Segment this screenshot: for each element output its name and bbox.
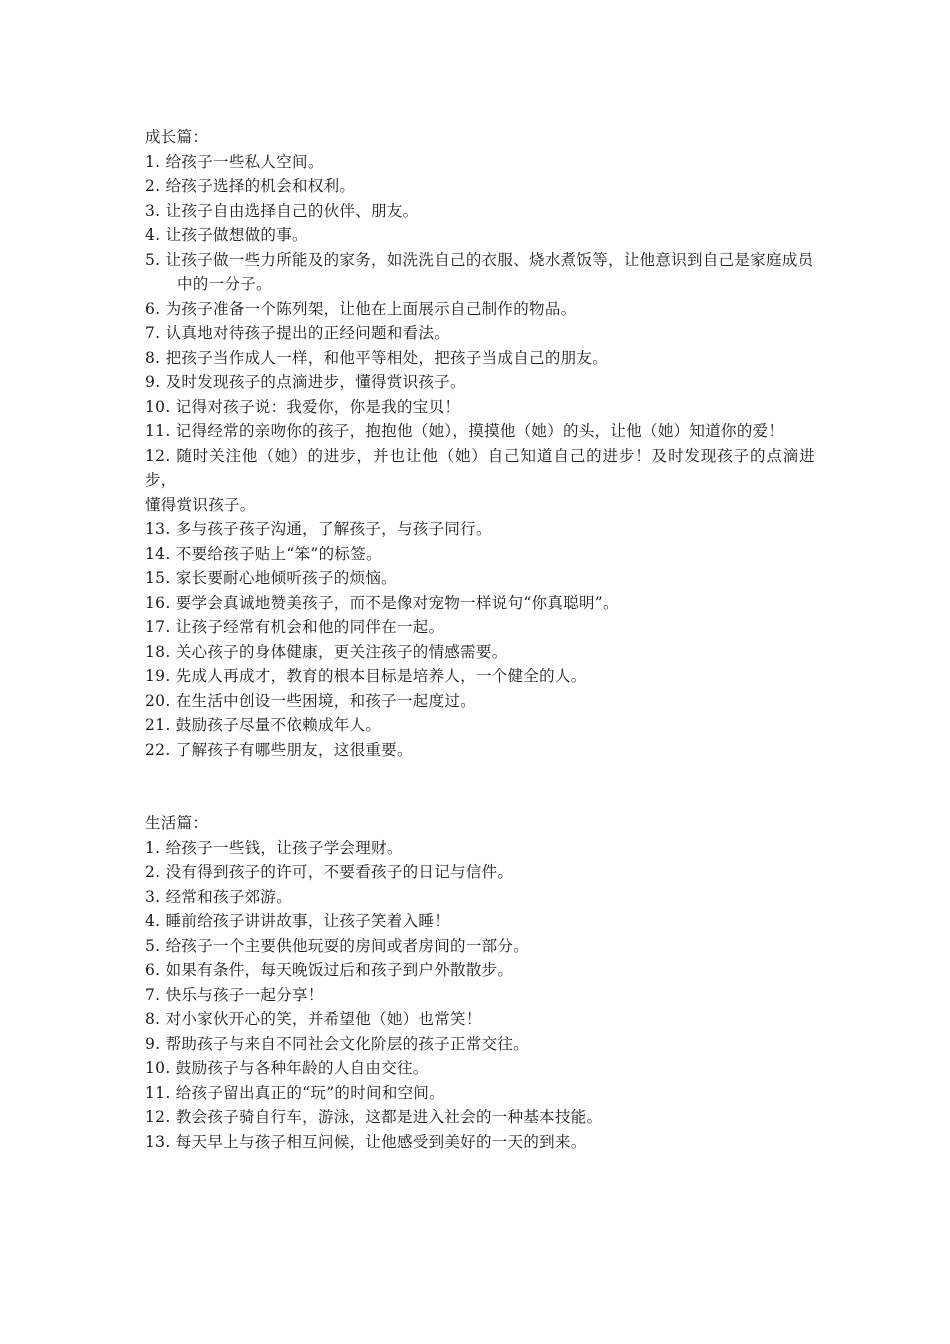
list-item: 13. 多与孩子孩子沟通，了解孩子，与孩子同行。 (145, 520, 492, 538)
list-item: 20. 在生活中创设一些困境，和孩子一起度过。 (145, 691, 476, 710)
list-item: 4. 睡前给孩子讲讲故事，让孩子笑着入睡！ (145, 912, 451, 930)
list-item: 18. 关心孩子的身体健康，更关注孩子的情感需要。 (145, 642, 508, 661)
document-page (145, 125, 815, 1154)
list-item: 1. 给孩子一些钱，让孩子学会理财。 (145, 838, 403, 857)
list-item: 16. 要学会真诚地赞美孩子，而不是像对宠物一样说句“你真聪明”。 (145, 593, 619, 612)
list-item: 5. 让孩子做一些力所能及的家务，如洗洗自己的衣服、烧水煮饭等，让他意识到自己是家庭成员 (145, 250, 814, 269)
list-item: 7. 认真地对待孩子提出的正经问题和看法。 (145, 324, 451, 342)
list-item-continuation: 中的一分子。 (177, 275, 272, 293)
list-item: 12. 教会孩子骑自行车，游泳，这都是进入社会的一种基本技能。 (145, 1108, 603, 1126)
list-item: 10. 记得对孩子说：我爱你，你是我的宝贝！ (145, 397, 461, 416)
list-item: 17. 让孩子经常有机会和他的同伴在一起。 (145, 618, 445, 636)
list-item: 11. 给孩子留出真正的“玩”的时间和空间。 (145, 1083, 446, 1102)
list-item: 3. 经常和孩子郊游。 (145, 887, 293, 906)
list-item: 1. 给孩子一些私人空间。 (145, 152, 324, 171)
list-item: 7. 快乐与孩子一起分享！ (145, 985, 324, 1004)
list-item: 10. 鼓励孩子与各种年龄的人自由交往。 (145, 1059, 429, 1077)
list-item: 4. 让孩子做想做的事。 (145, 226, 308, 244)
list-item: 9. 帮助孩子与来自不同社会文化阶层的孩子正常交往。 (145, 1034, 530, 1053)
list-item: 21. 鼓励孩子尽量不依赖成年人。 (145, 716, 382, 734)
list-item: 13. 每天早上与孩子相互问候，让他感受到美好的一天的到来。 (145, 1132, 587, 1151)
life-section (145, 811, 815, 1154)
list-item: 12. 随时关注他（她）的进步，并也让他（她）自己知道自己的进步！及时发现孩子的点滴进步， (145, 446, 815, 489)
list-item: 2. 给孩子选择的机会和权利。 (145, 177, 356, 195)
list-item: 19. 先成人再成才，教育的根本目标是培养人，一个健全的人。 (145, 667, 587, 685)
list-item: 6. 为孩子准备一个陈列架，让他在上面展示自己制作的物品。 (145, 299, 577, 318)
list-item: 6. 如果有条件，每天晚饭过后和孩子到户外散散步。 (145, 961, 514, 979)
list-item: 22. 了解孩子有哪些朋友，这很重要。 (145, 740, 413, 759)
list-item: 8. 对小家伙开心的笑，并希望他（她）也常笑！ (145, 1010, 482, 1028)
list-item: 5. 给孩子一个主要供他玩耍的房间或者房间的一部分。 (145, 936, 530, 955)
growth-section (145, 125, 815, 762)
list-item: 9. 及时发现孩子的点滴进步，懂得赏识孩子。 (145, 373, 466, 391)
list-item: 3. 让孩子自由选择自己的伙伴、朋友。 (145, 201, 419, 220)
list-item-continuation: 懂得赏识孩子。 (145, 495, 256, 514)
list-item: 11. 记得经常的亲吻你的孩子，抱抱他（她），摸摸他（她）的头，让他（她）知道你的爱！ (145, 422, 785, 440)
section-spacer (145, 762, 815, 811)
list-item: 14. 不要给孩子贴上“笨”的标签。 (145, 544, 382, 563)
growth-heading: 成长篇： (145, 128, 209, 146)
life-heading: 生活篇： (145, 814, 209, 832)
list-item: 8. 把孩子当作成人一样，和他平等相处，把孩子当成自己的朋友。 (145, 348, 609, 367)
list-item: 15. 家长要耐心地倾听孩子的烦恼。 (145, 569, 397, 587)
list-item: 2. 没有得到孩子的许可，不要看孩子的日记与信件。 (145, 863, 514, 881)
